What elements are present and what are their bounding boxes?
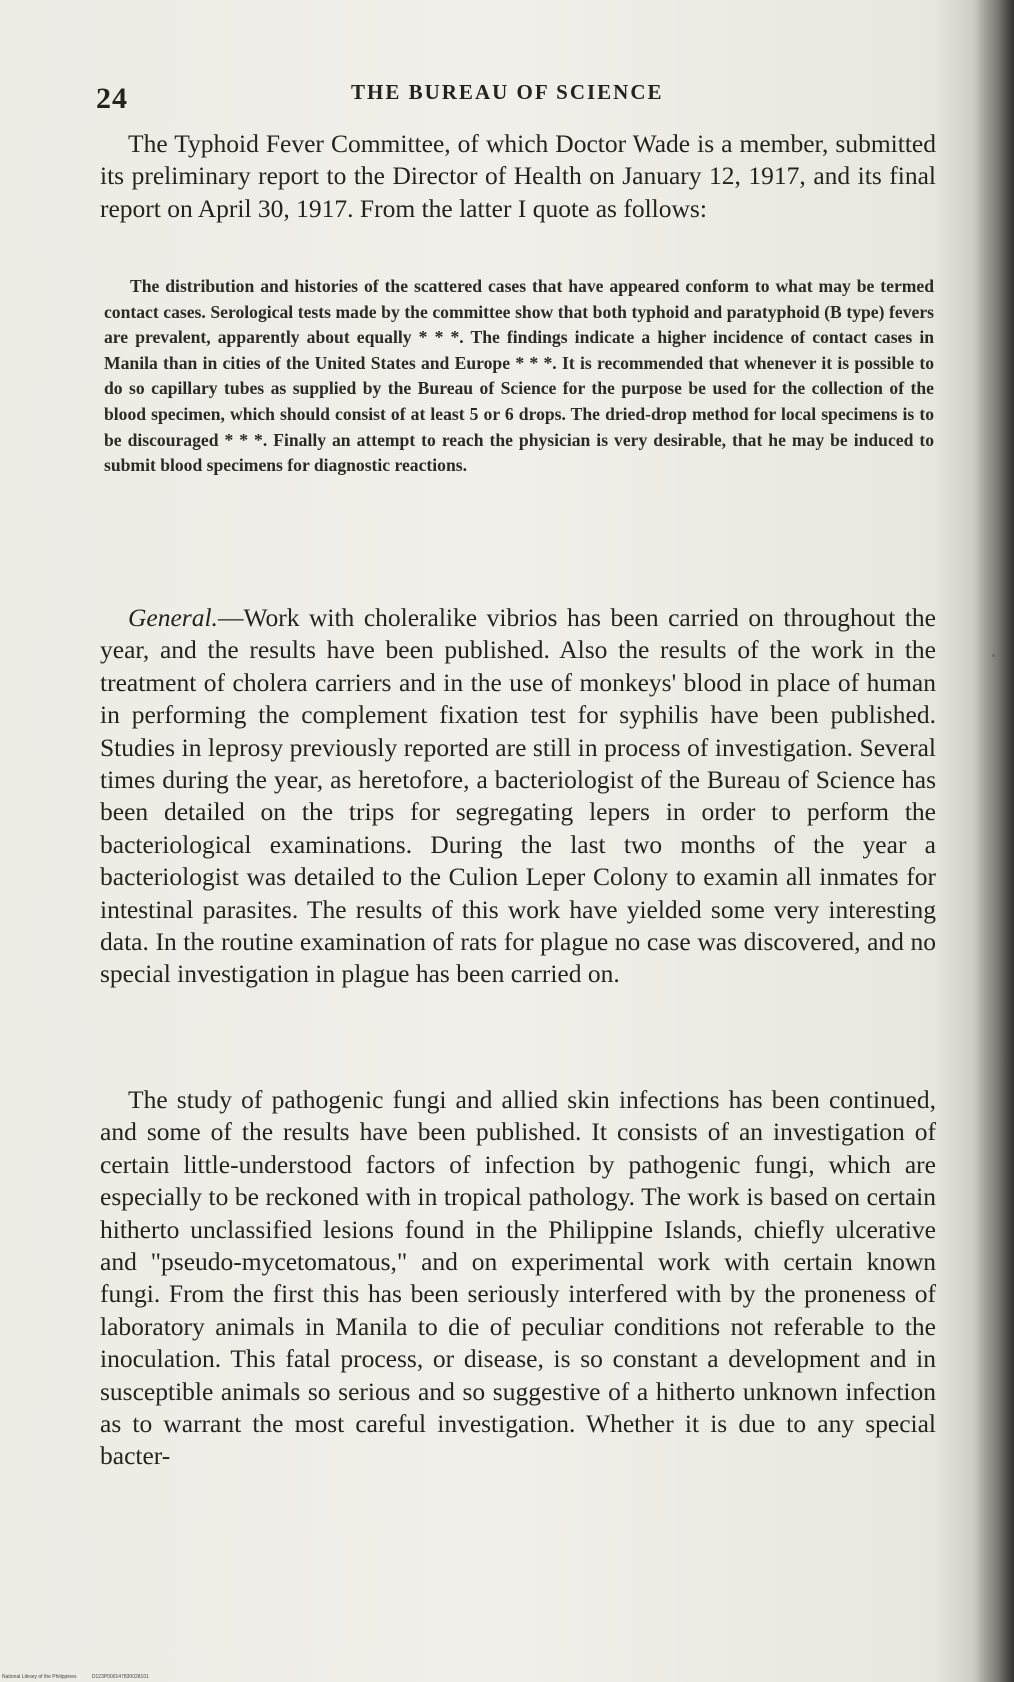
paragraph-general <box>100 602 936 991</box>
scan-speck <box>992 654 995 657</box>
scan-speck <box>1000 1060 1002 1062</box>
block-quote-committee-report: The distribution and histories of the scattered cases that have appeared conform to what may be termed contact cases. Serological tests made by the committee show that both typhoid and paratyphoid (B type) fevers are prevalent, apparently about equally * * *. The findings indicate a higher incidence of contact cases in Manila than in cities of the United States and Europe * * *. It is recommended that whenever it is possible to do so capillary tubes as supplied by the Bureau of Science for the purpose be used for the collection of the blood specimen, which should consist of at least 5 or 6 drops. The dried-drop method for local specimens is to be discouraged * * *. Finally an attempt to reach the physician is very desirable, that he may be induced to submit blood specimens for diagnostic reactions. <box>104 276 934 476</box>
paragraph-text: The Typhoid Fever Committee, of which Doctor Wade is a member, submitted its preliminary report to the Director of Health on January 12, 1917, and its final report on April 30, 1917. From the latter I quote as follows: <box>100 129 936 223</box>
page-number: 24 <box>96 82 128 115</box>
paragraph-body: —Work with choleralike vibrios has been carried on throughout the year, and the results have been published. Also the results of the work in the treatment of cholera carriers and in the use of monkeys' blood in place of human in performing the complement fixation test for syphilis have been published. Studies in leprosy previously reported are still in process of investigation. Several times during the year, as heretofore, a bacteriologist of the Bureau of Science has been detailed on the trips for segregating lepers in order to perform the bacteriological examinations. During the last two months of the year a bacteriologist was detailed to the Culion Leper Colony to examin all inmates for intestinal parasites. The results of this work have yielded some very interesting data. In the routine examination of rats for plague no case was discovered, and no special investigation in plague has been carried on. <box>100 603 936 989</box>
footer-library: National Library of the Philippines <box>2 1674 77 1680</box>
running-head: THE BUREAU OF SCIENCE <box>351 80 664 104</box>
run-in-heading: General. <box>128 603 218 632</box>
paragraph-text: The study of pathogenic fungi and allied skin infections has been continued, and some of the results have been published. It consists of an investigation of certain little-understood factors of infection by pathogenic fungi, which are especially to be reckoned with in tropical pathology. The work is based on certain hitherto unclassified lesions found in the Philippine Islands, chiefly ulcerative and "pseudo-mycetomatous," and on experimental work with certain known fungi. From the first this has been seriously interfered with by the proneness of laboratory animals in Manila to die of peculiar conditions not referable to the inoculation. This fatal process, or disease, is so constant a development and in susceptible animals so serious and so suggestive of a hitherto unknown infection as to warrant the most careful investigation. Whether it is due to any special bacter- <box>100 1085 936 1471</box>
paragraph-pathogenic-fungi <box>100 1084 936 1473</box>
page-edge-shadow <box>974 0 1014 1682</box>
footer-identifier: D123P000147830028101 <box>91 1674 149 1680</box>
scan-footer <box>2 1674 149 1680</box>
paragraph-typhoid-committee <box>100 128 936 225</box>
page-header <box>96 76 936 116</box>
paragraph-text <box>100 602 936 991</box>
